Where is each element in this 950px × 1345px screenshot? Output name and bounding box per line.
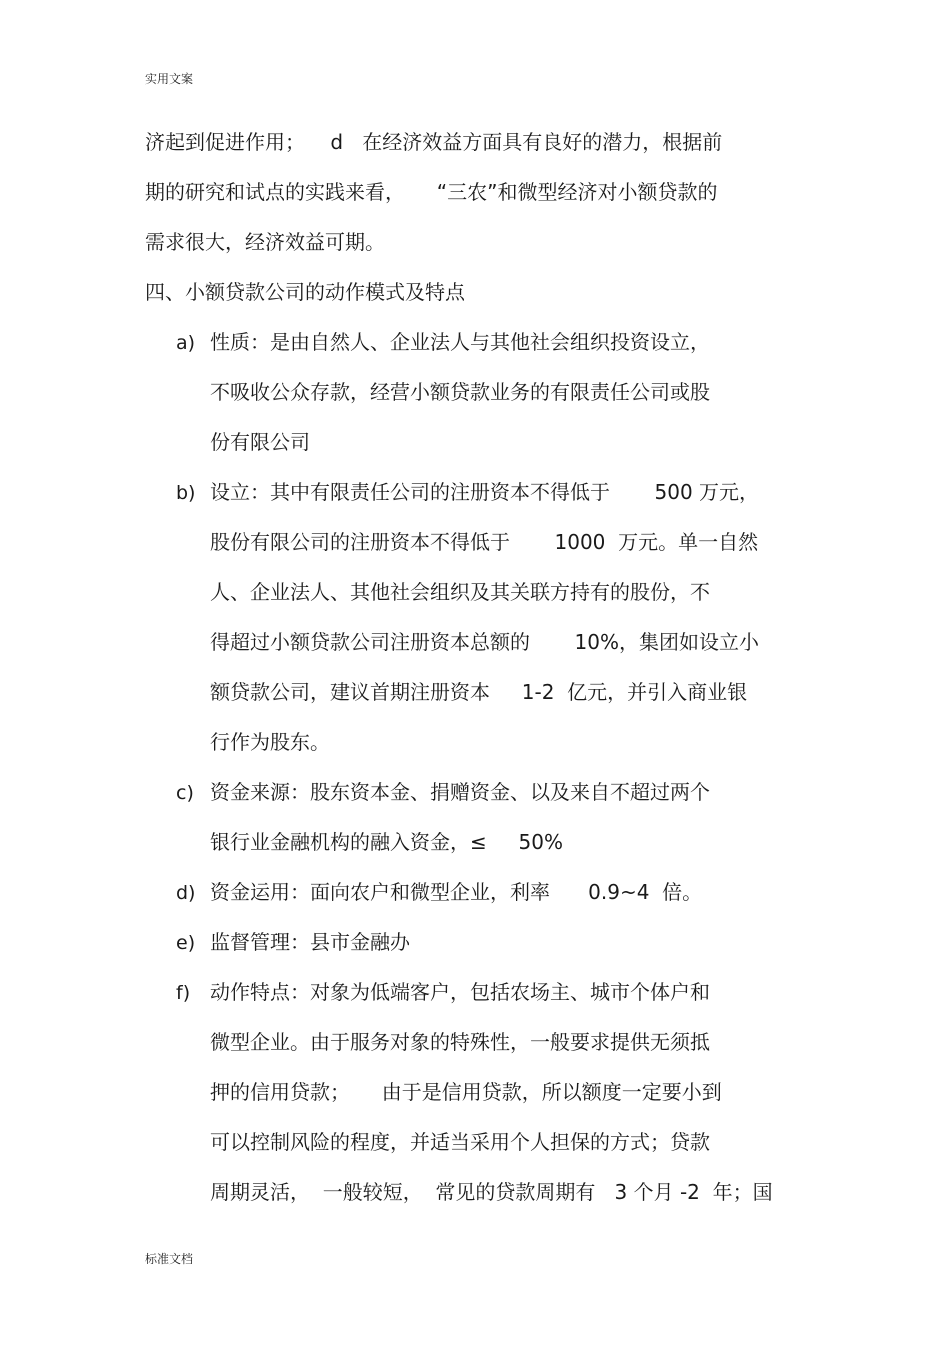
list-marker: a) — [176, 332, 196, 354]
list-item-line: 微型企业。由于服务对象的特殊性，一般要求提供无须抵 — [210, 1030, 710, 1054]
list-marker: b) — [176, 482, 196, 504]
list-item-line: 人、企业法人、其他社会组织及其关联方持有的股份，不 — [210, 580, 710, 604]
page-header: 实用文案 — [145, 72, 194, 86]
list-item-line: 监督管理：县市金融办 — [210, 930, 410, 954]
section-heading: 四、小额贷款公司的动作模式及特点 — [145, 280, 465, 304]
list-item-line: 资金运用：面向农户和微型企业，利率 0.9~4 倍。 — [210, 880, 703, 904]
list-item-line: 股份有限公司的注册资本不得低于 1000 万元。单一自然 — [210, 530, 759, 554]
list-marker: c) — [176, 782, 194, 804]
list-item-line: 周期灵活， 一般较短， 常见的贷款周期有 3 个月 -2 年；国 — [210, 1180, 773, 1204]
list-item-line: 押的信用贷款； 由于是信用贷款，所以额度一定要小到 — [210, 1080, 722, 1104]
list-item-line: 不吸收公众存款，经营小额贷款业务的有限责任公司或股 — [210, 380, 710, 404]
list-marker: d) — [176, 882, 196, 904]
body-text-line: 济起到促进作用； d 在经济效益方面具有良好的潜力，根据前 — [145, 130, 723, 154]
list-item-line: 资金来源：股东资本金、捐赠资金、以及来自不超过两个 — [210, 780, 710, 804]
list-item-line: 设立：其中有限责任公司的注册资本不得低于 500 万元， — [210, 480, 760, 504]
list-item-line: 可以控制风险的程度，并适当采用个人担保的方式；贷款 — [210, 1130, 710, 1154]
list-item-line: 行作为股东。 — [210, 730, 330, 754]
list-marker: e) — [176, 932, 196, 954]
list-item-line: 银行业金融机构的融入资金，≤ 50% — [210, 830, 563, 854]
list-item-line: 性质：是由自然人、企业法人与其他社会组织投资设立， — [210, 330, 710, 354]
body-text-line: 期的研究和试点的实践来看， “三农”和微型经济对小额贷款的 — [145, 180, 718, 204]
list-item-line: 份有限公司 — [210, 430, 310, 454]
list-item-line: 额贷款公司，建议首期注册资本 1-2 亿元，并引入商业银 — [210, 680, 748, 704]
list-item-line: 动作特点：对象为低端客户，包括农场主、城市个体户和 — [210, 980, 710, 1004]
body-text-line: 需求很大，经济效益可期。 — [145, 230, 385, 254]
page-footer: 标准文档 — [145, 1252, 194, 1266]
list-item-line: 得超过小额贷款公司注册资本总额的 10%，集团如设立小 — [210, 630, 759, 654]
list-marker: f) — [176, 982, 191, 1004]
